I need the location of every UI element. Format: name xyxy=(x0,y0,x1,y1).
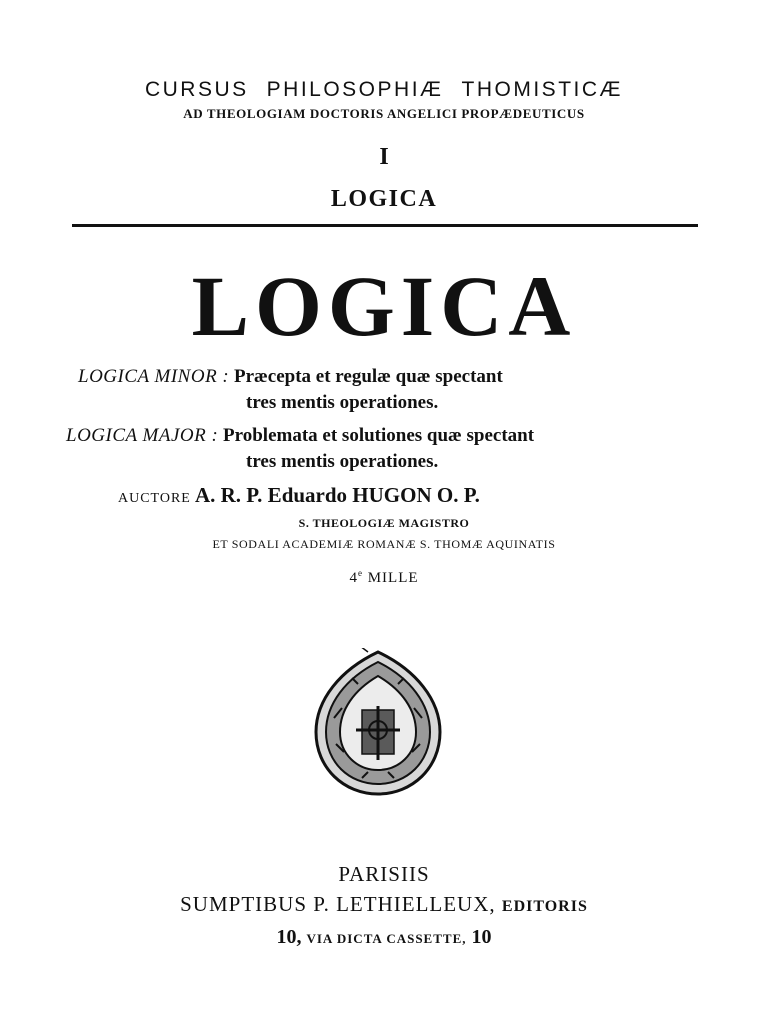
logica-minor-definition xyxy=(78,366,503,388)
series-subtitle: AD THEOLOGIAM DOCTORIS ANGELICI PROPÆDEUTICUS xyxy=(183,106,585,121)
imprint-street-number-end: 10 xyxy=(471,926,492,948)
divider-rule xyxy=(72,224,698,227)
edition-number: 4 xyxy=(349,570,358,586)
logica-minor-text-cont: tres mentis operationes. xyxy=(246,392,439,413)
imprint-city: PARISIIS xyxy=(338,862,430,886)
author-prefix: AUCTORE xyxy=(118,491,191,506)
author-affiliation: ET SODALI ACADEMIÆ ROMANÆ S. THOMÆ AQUINATIS xyxy=(212,537,556,551)
logica-major-text-cont: tres mentis operationes. xyxy=(246,451,439,472)
series-word-2: PHILOSOPHIÆ xyxy=(266,78,444,101)
author-title: S. THEOLOGIÆ MAGISTRO xyxy=(298,516,470,530)
series-title xyxy=(0,78,768,102)
logica-minor-label: LOGICA MINOR : xyxy=(78,366,230,387)
logica-major-definition xyxy=(66,425,534,447)
author-name: A. R. P. Eduardo HUGON O. P. xyxy=(194,483,480,507)
series-word-1: CURSUS xyxy=(144,78,249,101)
imprint-street: VIA DICTA CASSETTE, xyxy=(306,931,467,946)
author-line xyxy=(118,483,480,508)
logica-minor-text: Præcepta et regulæ quæ spectant xyxy=(234,366,503,387)
main-title: LOGICA xyxy=(191,258,577,354)
imprint-publisher xyxy=(0,892,768,917)
edition xyxy=(0,568,768,587)
imprint-address xyxy=(0,926,768,949)
publisher-seal-icon xyxy=(312,648,444,798)
volume-number: I xyxy=(379,144,389,170)
series-word-3: THOMISTICÆ xyxy=(461,78,624,101)
logica-major-text: Problemata et solutiones quæ spectant xyxy=(223,425,535,446)
imprint-street-number: 10, xyxy=(276,926,302,948)
edition-suffix: e xyxy=(357,568,363,578)
logica-major-label: LOGICA MAJOR : xyxy=(66,425,219,446)
edition-label: MILLE xyxy=(367,570,419,586)
imprint-publisher-main: SUMPTIBUS P. LETHIELLEUX, xyxy=(180,892,496,916)
volume-title: LOGICA xyxy=(330,186,438,212)
imprint-publisher-role: EDITORIS xyxy=(501,898,588,915)
